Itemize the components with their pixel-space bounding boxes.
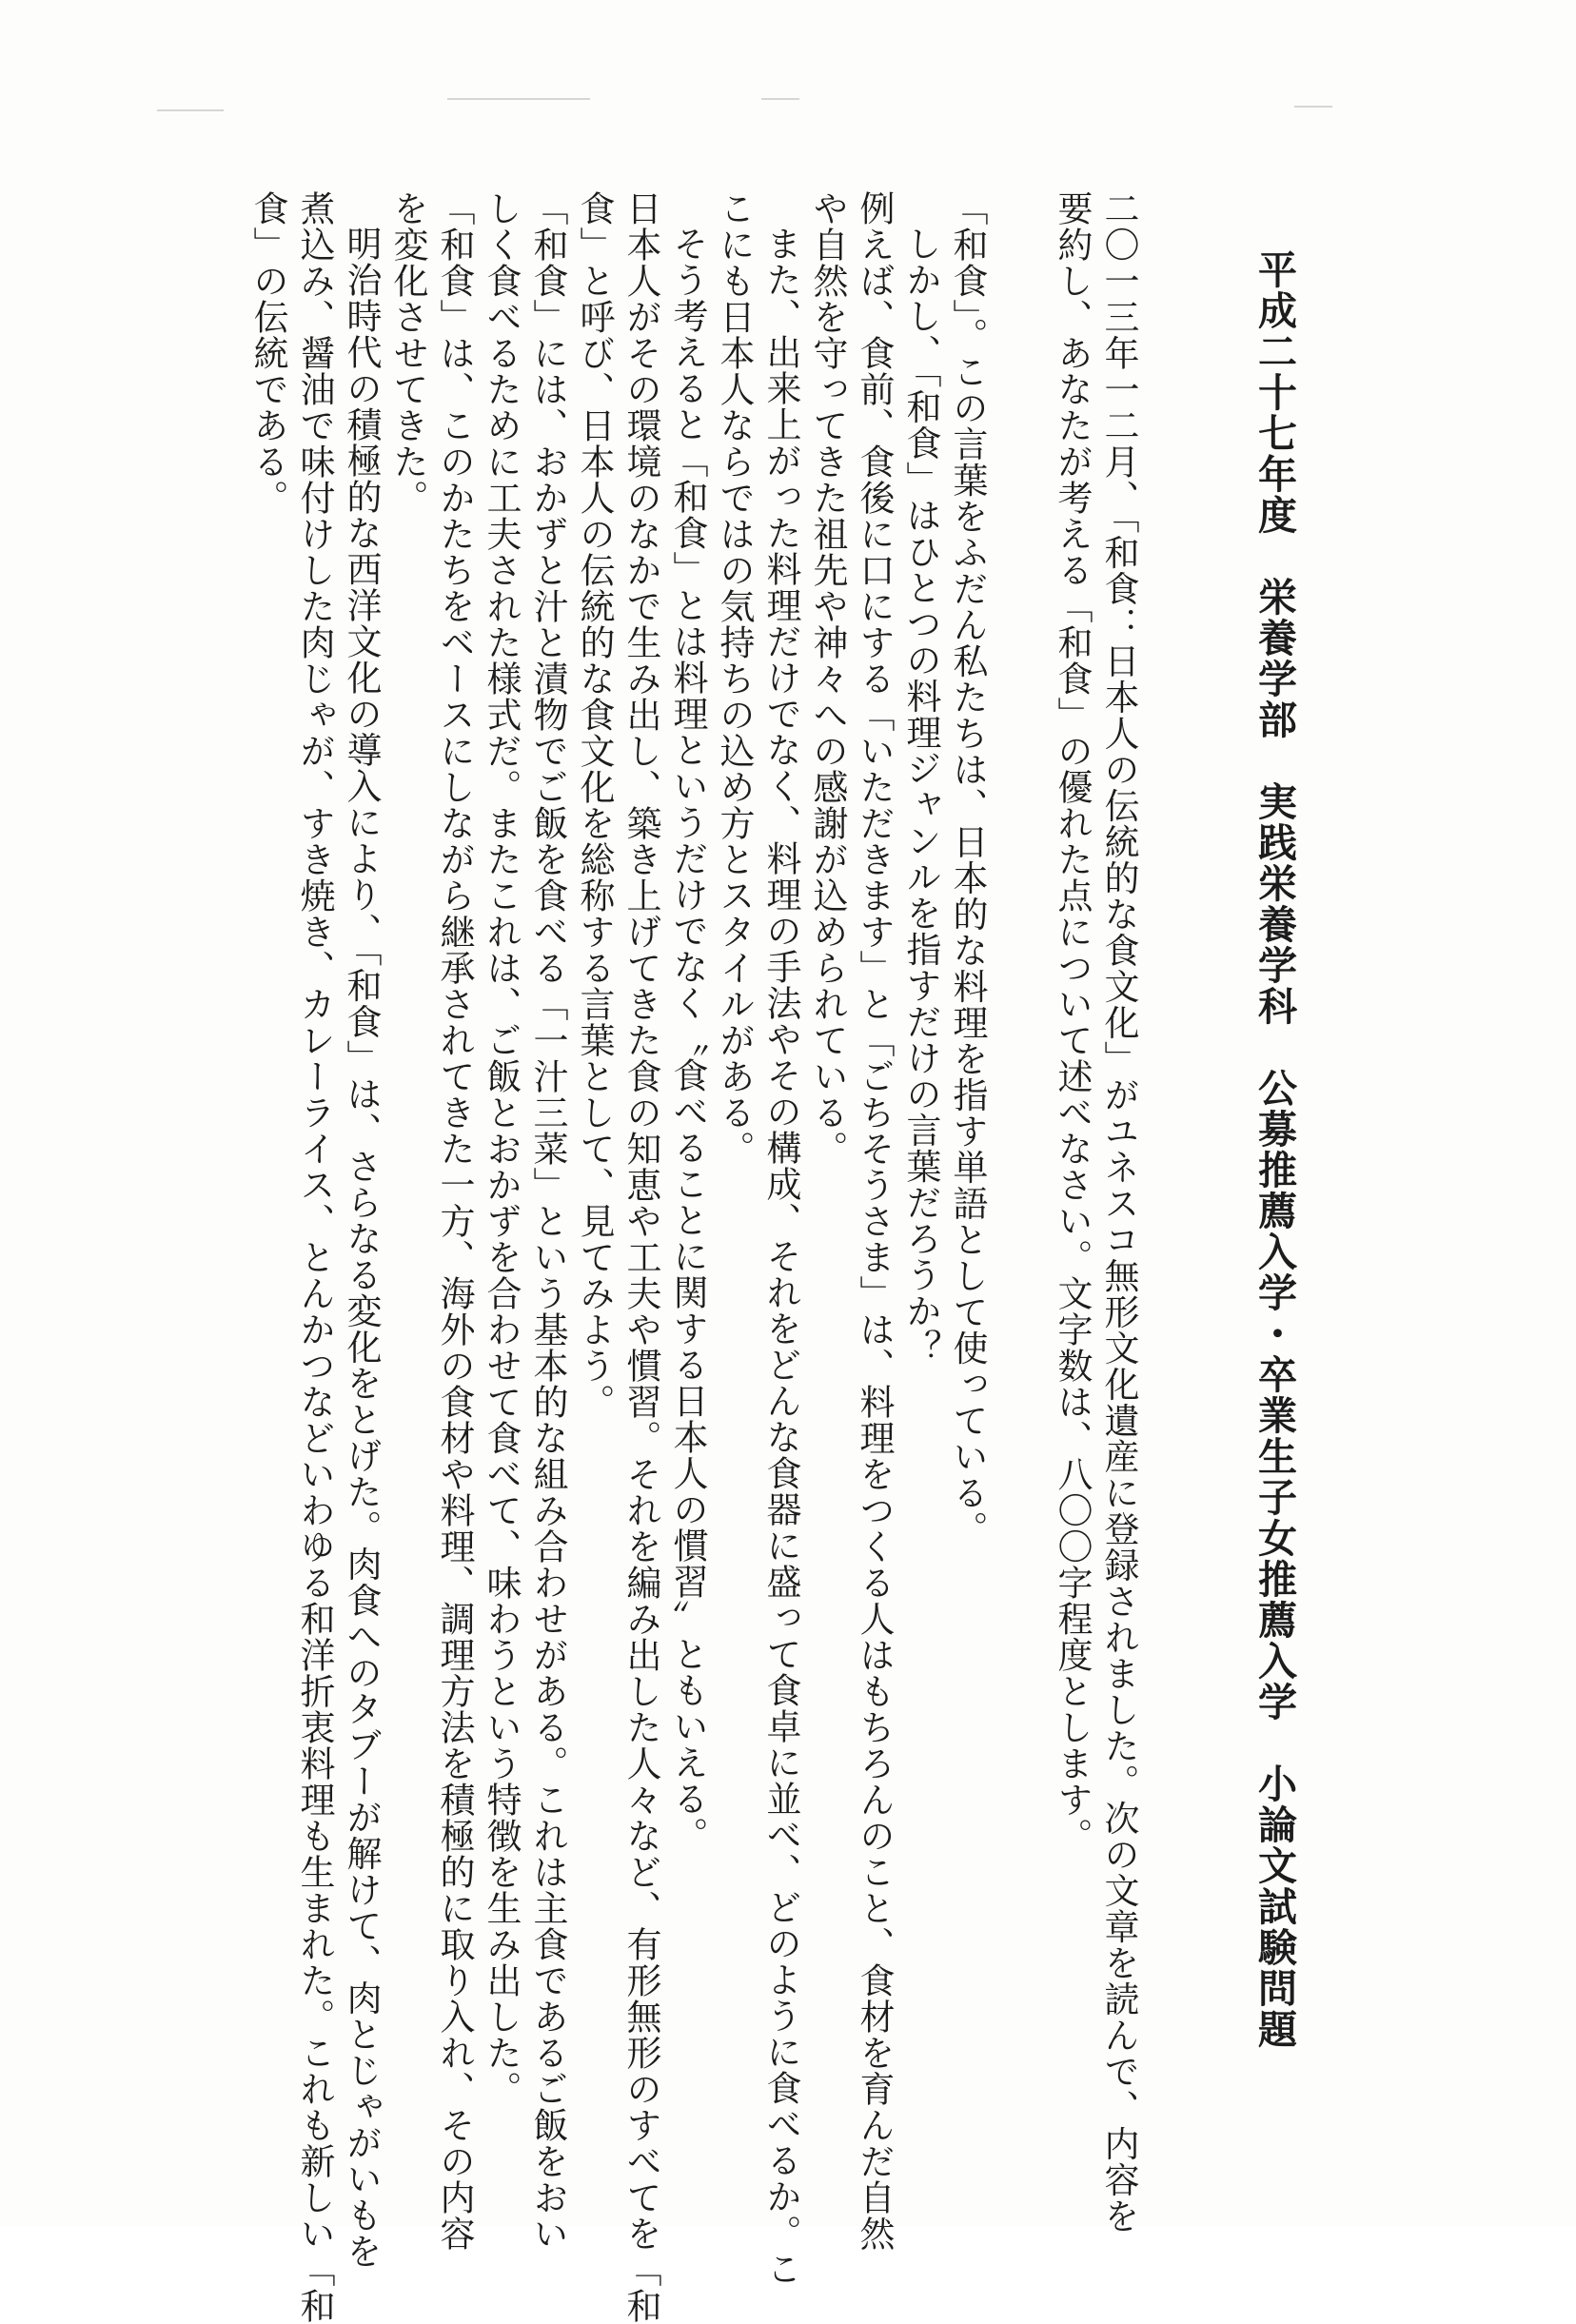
scan-artifact xyxy=(761,98,799,100)
passage-line: 食」と呼び、日本人の伝統的な食文化を総称する言葉として、見てみよう。 xyxy=(574,190,615,1420)
passage-line: 明治時代の積極的な西洋文化の導入により、「和食」は、さらなる変化をとげた。肉食へのタブーが解けて、肉とじゃがいもを xyxy=(341,226,382,2270)
passage-line: 例えば、食前、食後に口にする「いただきます」と「ごちそうさま」は、料理をつくる人はもちろんのこと、食材を育んだ自然 xyxy=(854,190,895,2252)
scan-artifact xyxy=(447,98,590,100)
passage-line: や自然を守ってきた祖先や神々への感謝が込められている。 xyxy=(807,190,848,1167)
instruction-line: 二〇一三年一二月、「和食：日本人の伝統的な食文化」がユネスコ無形文化遺産に登録されました。次の文章を読んで、内容を xyxy=(1098,190,1139,2235)
passage-line: 日本人がその環境のなかで生み出し、築き上げてきた食の知恵や工夫や慣習。それを編み出した人々など、有形無形のすべてを「和 xyxy=(621,190,661,2324)
passage-line: 「和食」。この言葉をふだん私たちは、日本的な料理を指す単語として使っている。 xyxy=(947,190,988,1547)
scan-artifact xyxy=(1294,106,1332,108)
scan-artifact xyxy=(157,109,224,111)
instruction-line: 要約し、あなたが考える「和食」の優れた点について述べなさい。文字数は、八〇〇字程度とします。 xyxy=(1052,190,1093,1854)
passage-line: 「和食」は、このかたちをベースにしながら継承されてきた一方、海外の食材や料理、調理方法を積極的に取り入れ、その内容 xyxy=(434,190,475,2252)
passage-line: しく食べるために工夫された様式だ。またこれは、ご飯とおかずを合わせて食べて、味わうという特徴を生み出した。 xyxy=(481,190,522,2107)
passage-line: を変化させてきた。 xyxy=(387,190,428,516)
passage-line: 「和食」には、おかずと汁と漬物でご飯を食べる「一汁三菜」という基本的な組み合わせがある。これは主食であるご飯をおい xyxy=(527,190,568,2252)
passage-line: こにも日本人ならではの気持ちの込め方とスタイルがある。 xyxy=(714,190,755,1167)
exam-title: 平成二十七年度 栄養学部 実践栄養学科 公募推薦入学・卒業生子女推薦入学 小論文試験問題 xyxy=(1251,249,1297,2050)
passage-line: 食」の伝統である。 xyxy=(247,190,288,516)
passage-line: また、出来上がった料理だけでなく、料理の手法やその構成、それをどんな食器に盛って食卓に並べ、どのように食べるか。こ xyxy=(760,226,801,2287)
passage-line: 煮込み、醤油で味付けした肉じゃが、すき焼き、カレーライス、とんかつなどいわゆる和洋折衷料理も生まれた。これも新しい「和 xyxy=(294,190,335,2324)
passage-line: そう考えると「和食」とは料理というだけでなく〝食べることに関する日本人の慣習〟ともいえる。 xyxy=(667,226,708,1853)
passage-line: しかし、「和食」はひとつの料理ジャンルを指すだけの言葉だろうか？ xyxy=(900,226,941,1366)
